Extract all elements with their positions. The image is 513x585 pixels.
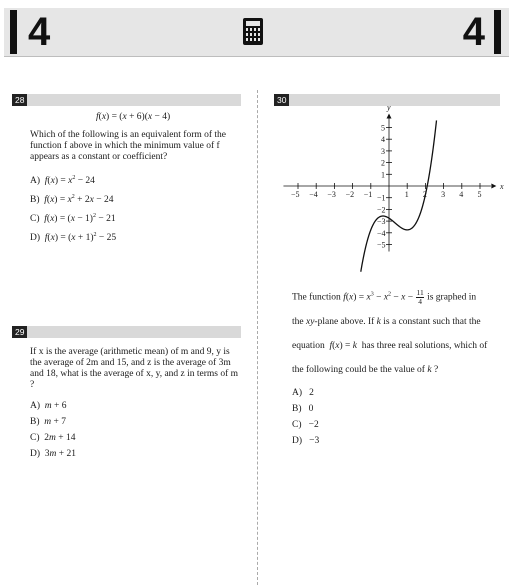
q30-option-a[interactable]: A) 2 (292, 388, 314, 398)
y-tick-label: −2 (377, 205, 386, 215)
x-tick-label: −2 (345, 190, 355, 199)
y-tick-label: −1 (377, 193, 386, 203)
x-axis-label: x (500, 182, 504, 191)
x-tick-label: −3 (327, 190, 336, 199)
function-graph (282, 102, 504, 268)
q30-option-c[interactable]: C) −2 (292, 420, 319, 430)
q29-question-text: If x is the average (arithmetic mean) of m and 9, y is the average of 2m and 15, and z is the average of 3m and 18, what is the average of x, y, and z in terms of m ? (30, 347, 239, 390)
question-28-bar (12, 94, 241, 106)
y-tick-label: −4 (377, 228, 386, 238)
y-tick-label: −3 (377, 217, 386, 227)
q29-option-c[interactable]: C) 2m + 14 (30, 433, 76, 443)
question-29-number: 29 (12, 326, 27, 338)
q30-option-b[interactable]: B) 0 (292, 404, 314, 414)
q30-graph-description-2: the xy-plane above. If k is a constant such that the (292, 317, 481, 327)
q30-graph-description: The function $f(x) = x^3 - x^2 - x$ − $\frac{11}{4}$ is graphed in (292, 288, 477, 306)
section-number-right: 4 (462, 10, 485, 54)
q30-question-line-2: equation f(x) = k has three real solutions, which of (292, 341, 488, 351)
q29-option-b[interactable]: B) m + 7 (30, 417, 66, 427)
q28-option-c[interactable]: C) $f(x) = (x - 1)^2 - 21$ (30, 213, 116, 224)
question-29-bar (12, 326, 241, 338)
y-tick-label: 5 (381, 123, 385, 133)
q28-given-function: f(x) = (x + 6)(x − 4) (96, 112, 171, 122)
header-bar-left (10, 10, 17, 54)
calculator-icon (243, 18, 263, 45)
x-tick-label: 1 (404, 190, 409, 199)
x-tick-label: 2 (422, 190, 427, 199)
x-tick-label: −1 (363, 190, 373, 199)
y-tick-label: 4 (381, 135, 385, 145)
x-tick-label: 5 (477, 190, 482, 199)
q28-option-d[interactable]: D) $f(x) = (x + 1)^2 - 25$ (30, 232, 117, 243)
x-tick-label: −4 (309, 190, 318, 199)
y-axis-label: y (387, 102, 391, 112)
section-number-left: 4 (28, 10, 51, 54)
q28-question-text: Which of the following is an equivalent form of the function f above in which the minimum value of f appears as a constant or coefficient? (30, 130, 227, 162)
header-bar-right (494, 10, 501, 54)
y-tick-label: −5 (377, 240, 386, 250)
x-axis-arrow (491, 184, 496, 189)
x-tick-label: 4 (459, 190, 464, 199)
q29-option-a[interactable]: A) m + 6 (30, 401, 67, 411)
q30-question-line-3: the following could be the value of k ? (292, 365, 439, 375)
x-tick-label: −5 (291, 190, 300, 199)
question-30-number: 30 (274, 94, 289, 106)
column-divider (257, 90, 258, 585)
y-tick-label: 3 (381, 146, 385, 156)
q30-option-d[interactable]: D) −3 (292, 436, 320, 446)
q28-option-b[interactable]: B) $f(x) = x^2 + 2x - 24$ (30, 194, 114, 205)
q28-option-a[interactable]: A) $f(x) = x^2 - 24$ (30, 175, 95, 186)
x-tick-label: 3 (441, 190, 446, 199)
y-tick-label: 2 (381, 158, 385, 168)
y-tick-label: 1 (381, 170, 385, 180)
question-28-number: 28 (12, 94, 27, 106)
y-axis-arrow (387, 113, 392, 118)
q29-option-d[interactable]: D) 3m + 21 (30, 449, 77, 459)
